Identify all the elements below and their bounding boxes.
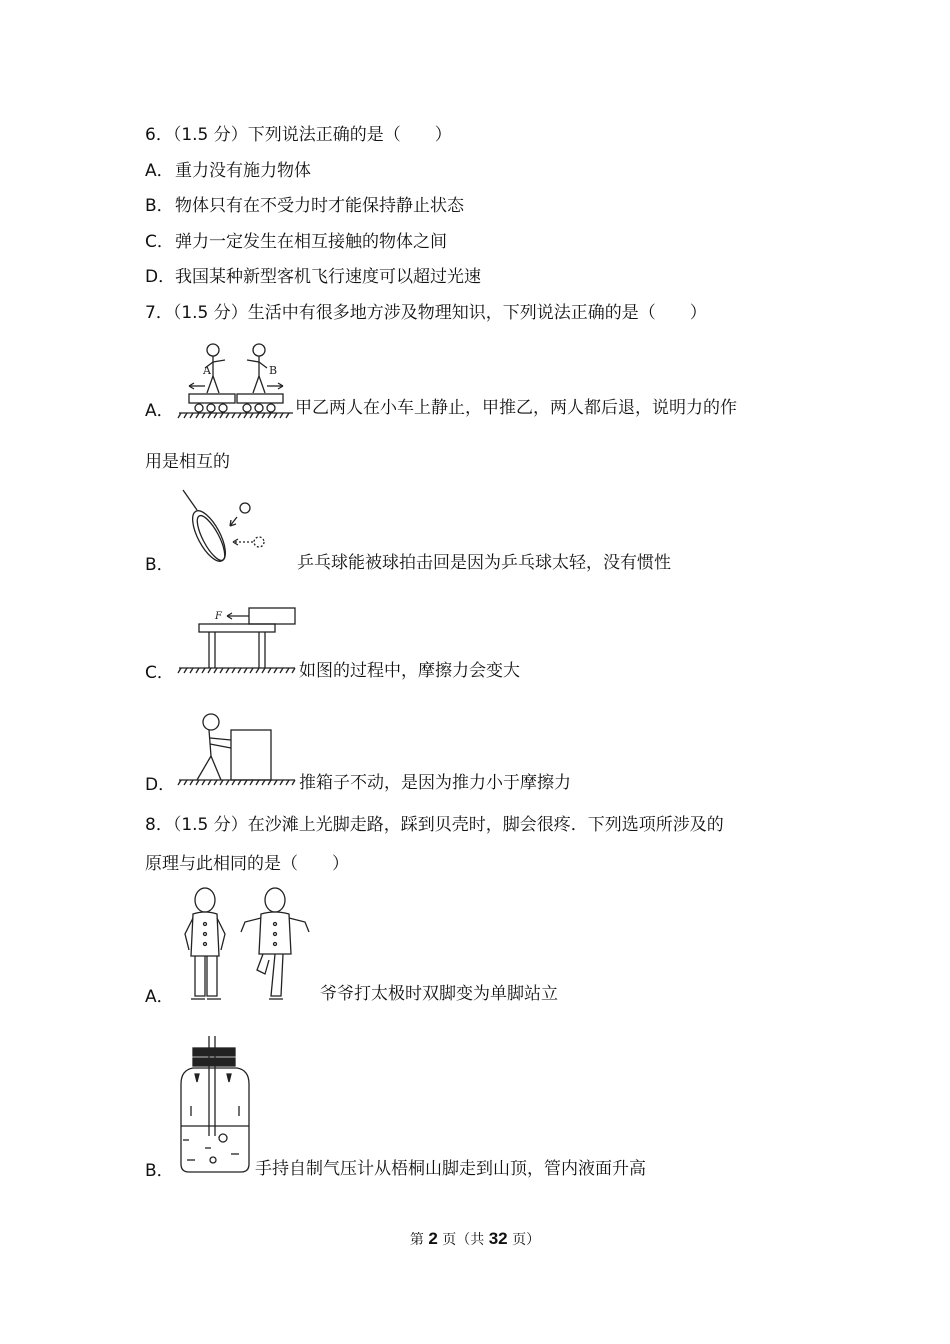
option-text: 爷爷打太极时双脚变为单脚站立 <box>320 984 558 1004</box>
q7-option-c <box>145 604 520 684</box>
figure-block-on-table <box>175 604 299 684</box>
q8-stem: 8．（1.5 分）在沙滩上光脚走路，踩到贝壳时，脚会很疼．下列选项所涉及的 <box>145 815 724 835</box>
option-label: C． <box>145 663 174 683</box>
q6-option-b <box>145 195 464 217</box>
figure-ping-pong-paddle <box>175 486 297 576</box>
option-text: 甲乙两人在小车上静止，甲推乙，两人都后退，说明力的作 <box>295 398 737 418</box>
footer-prefix: 第 <box>409 1232 429 1248</box>
option-text: 弹力一定发生在相互接触的物体之间 <box>175 232 447 252</box>
footer-total-pages: 32 <box>488 1229 508 1248</box>
q7-option-b <box>145 486 671 576</box>
option-label: A． <box>145 161 174 181</box>
q6-option-a <box>145 160 311 182</box>
q6-stem: 6．（1.5 分）下列说法正确的是（ ） <box>145 125 452 145</box>
option-label: B． <box>145 555 174 575</box>
figure-label-a: A <box>203 364 211 377</box>
q7-stem: 7．（1.5 分）生活中有很多地方涉及物理知识，下列说法正确的是（ ） <box>145 303 707 323</box>
option-text: 乒乓球能被球拍击回是因为乒乓球太轻，没有惯性 <box>297 553 671 573</box>
q8-option-b <box>145 1036 646 1182</box>
figure-label-force: F <box>215 611 222 622</box>
figure-person-pushing-box <box>175 708 299 796</box>
option-text: 物体只有在不受力时才能保持静止状态 <box>175 196 464 216</box>
option-label: C． <box>145 232 174 252</box>
figure-homemade-barometer <box>175 1036 255 1182</box>
q7-option-a-continued: 用是相互的 <box>145 452 230 472</box>
option-label: A． <box>145 987 174 1007</box>
footer-middle: 页（共 <box>437 1232 489 1248</box>
q6-option-c <box>145 231 447 253</box>
footer-suffix: 页） <box>507 1232 541 1248</box>
q7-option-a <box>145 338 737 422</box>
figure-tai-chi-grandpa <box>175 884 320 1008</box>
option-text: 推箱子不动，是因为推力小于摩擦力 <box>299 773 571 793</box>
option-text: 如图的过程中，摩擦力会变大 <box>299 661 520 681</box>
option-label: B． <box>145 196 174 216</box>
page-footer <box>0 1229 950 1249</box>
option-text: 手持自制气压计从梧桐山脚走到山顶，管内液面升高 <box>255 1159 646 1179</box>
option-label: D． <box>145 775 176 795</box>
q8-option-a <box>145 884 558 1008</box>
option-text: 我国某种新型客机飞行速度可以超过光速 <box>175 267 481 287</box>
figure-label-b: B <box>269 364 278 377</box>
option-label: A． <box>145 401 174 421</box>
option-label: D． <box>145 267 176 287</box>
q7-option-d <box>145 708 571 796</box>
footer-page-number: 2 <box>428 1229 438 1248</box>
q8-stem-continued: 原理与此相同的是（ ） <box>145 854 349 874</box>
option-label: B． <box>145 1161 174 1181</box>
q6-option-d <box>145 266 481 288</box>
figure-two-people-on-carts <box>175 338 295 422</box>
option-text: 重力没有施力物体 <box>175 161 311 181</box>
